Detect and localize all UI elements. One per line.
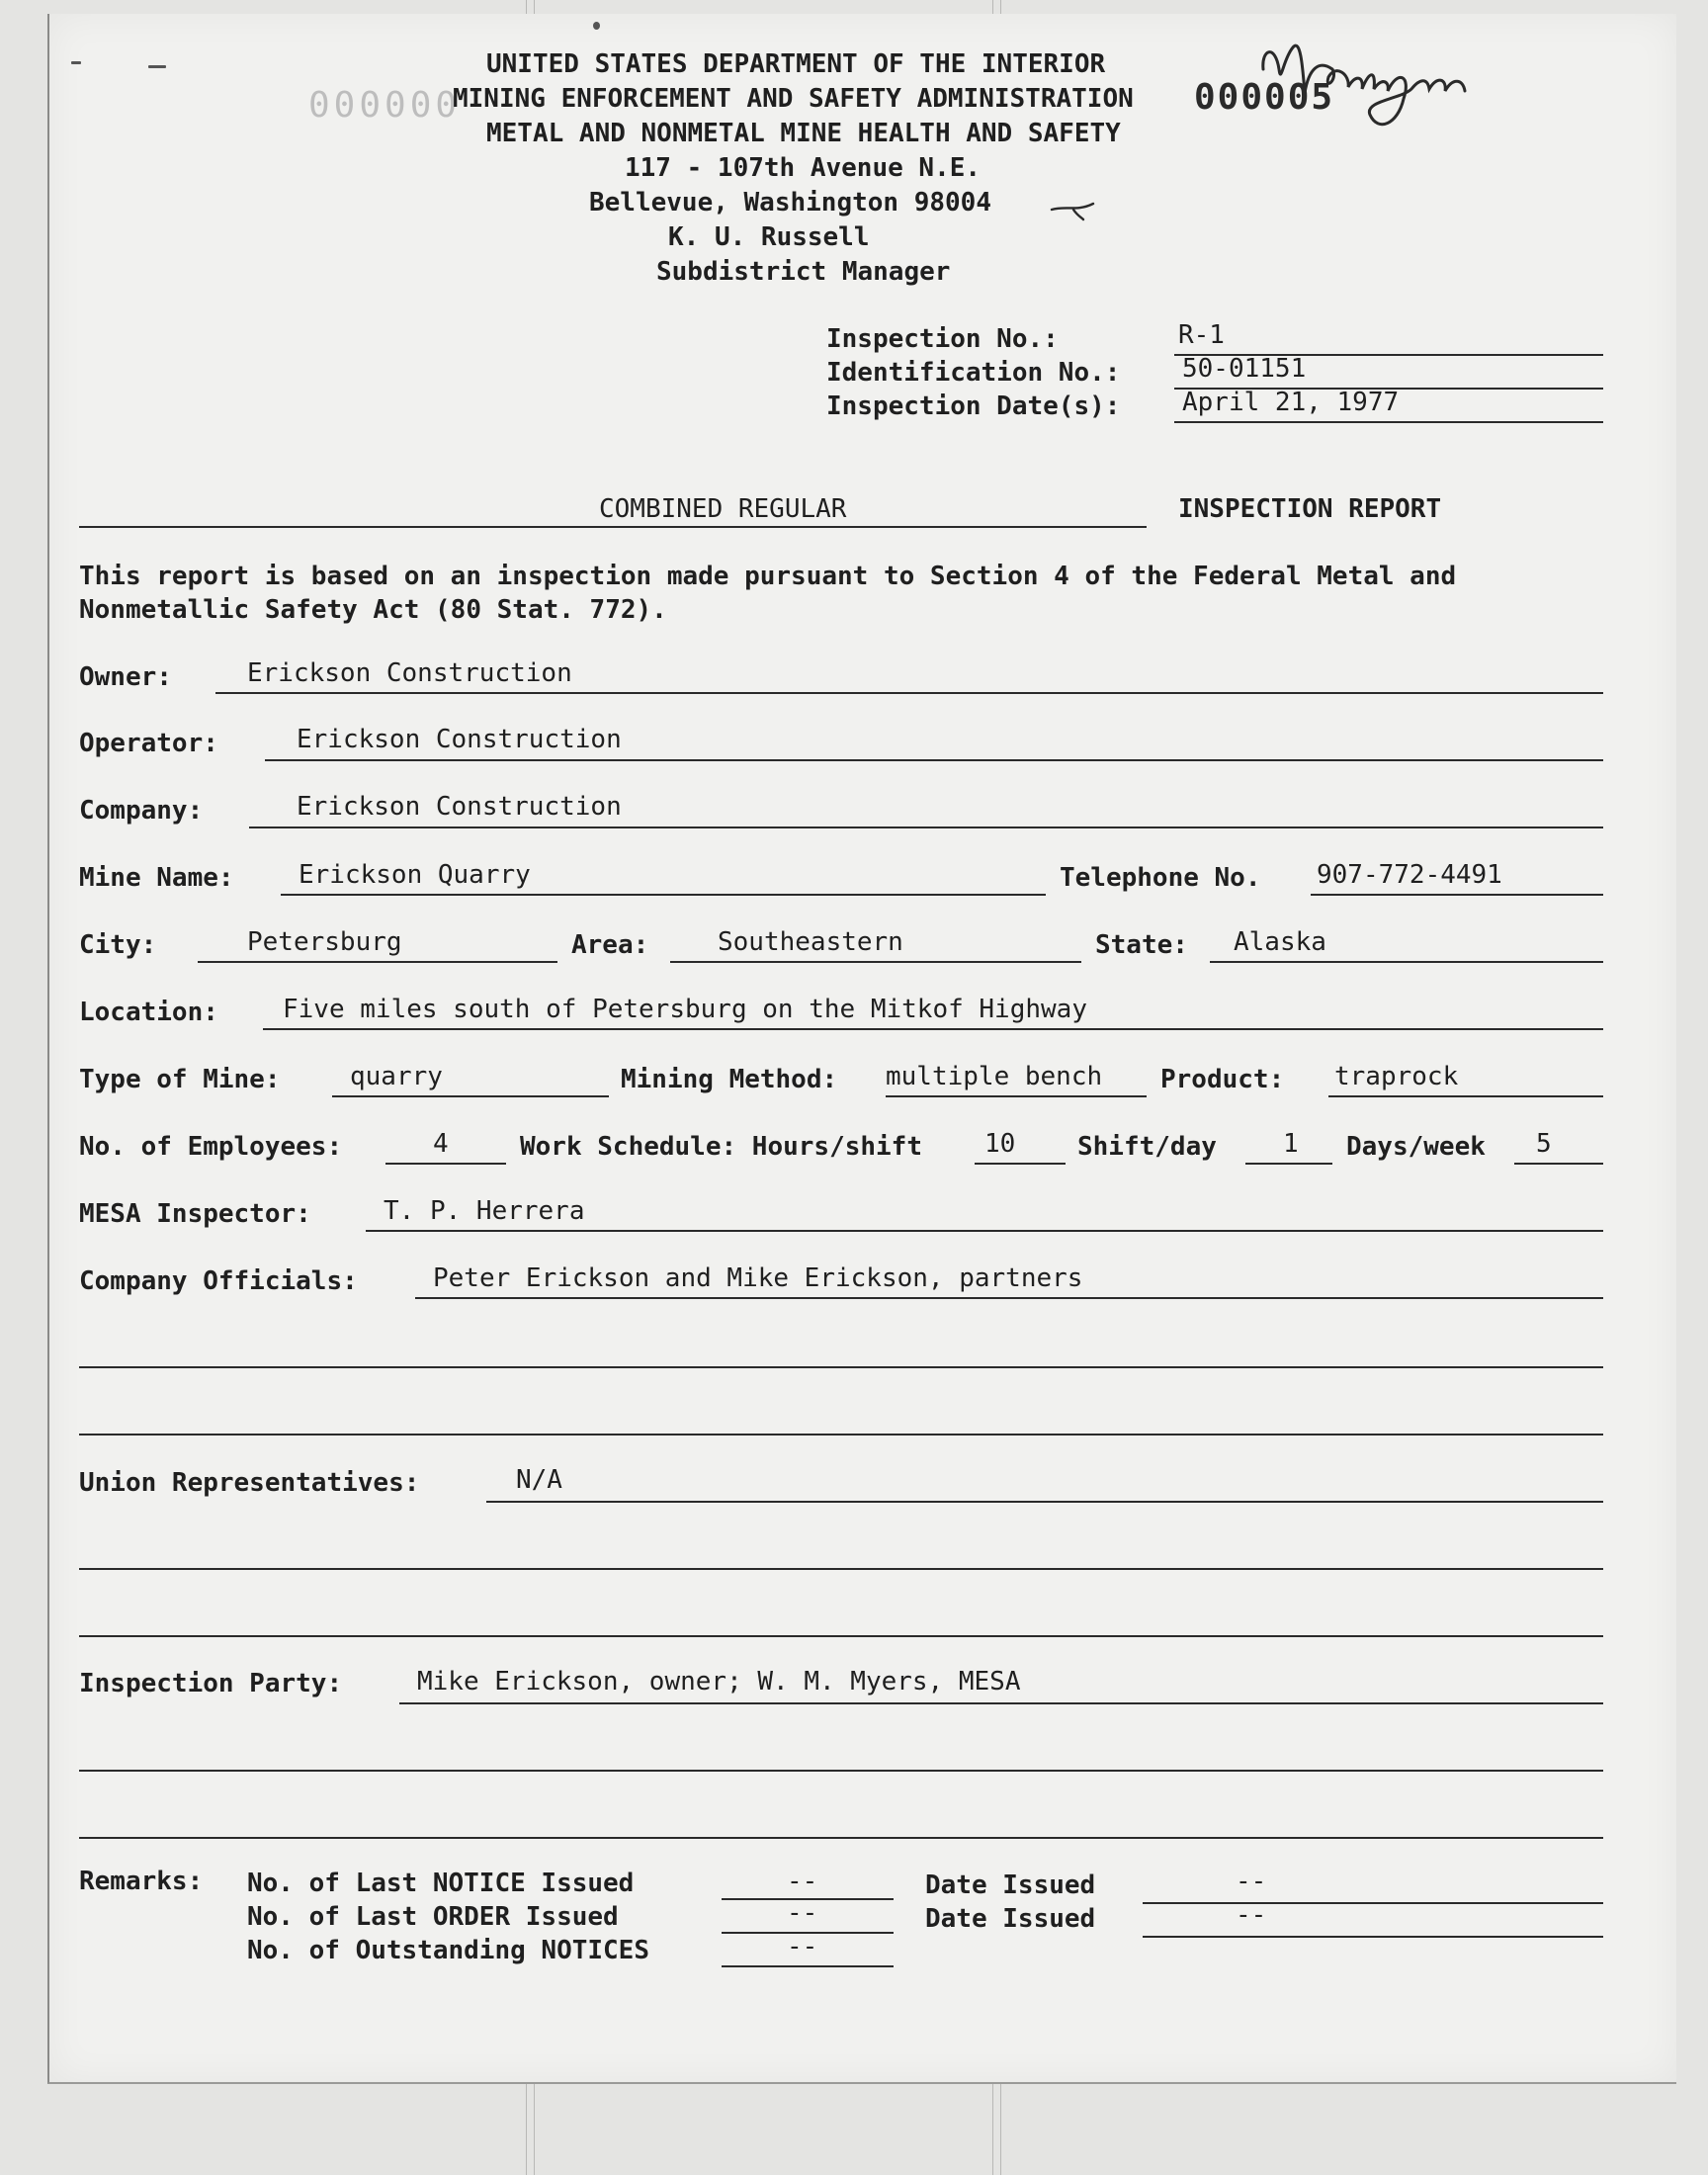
company-line: [249, 826, 1603, 828]
header-city: Bellevue, Washington 98004: [589, 188, 991, 218]
union-value: N/A: [516, 1465, 562, 1495]
shift-per-day-line: [1245, 1163, 1332, 1165]
employees-value: 4: [433, 1129, 449, 1159]
product-line: [1328, 1095, 1603, 1097]
operator-label: Operator:: [79, 729, 218, 758]
scan-speck: [148, 65, 166, 68]
union-line: [486, 1501, 1603, 1503]
inspection-party-line: [399, 1702, 1603, 1704]
last-order-label: No. of Last ORDER Issued: [247, 1902, 619, 1932]
report-intro-line2: Nonmetallic Safety Act (80 Stat. 772).: [79, 595, 667, 625]
city-line: [198, 961, 557, 963]
outstanding-notices-value: --: [787, 1932, 818, 1961]
telephone-line: [1311, 894, 1603, 896]
header-address: 117 - 107th Avenue N.E.: [625, 153, 982, 183]
inspection-party-label: Inspection Party:: [79, 1669, 343, 1698]
officials-line: [415, 1297, 1603, 1299]
mining-method-label: Mining Method:: [621, 1065, 838, 1094]
inspection-no-label: Inspection No.:: [826, 324, 1059, 354]
last-notice-value: --: [787, 1867, 818, 1896]
days-per-week-label: Days/week: [1346, 1132, 1486, 1162]
state-value: Alaska: [1234, 927, 1326, 957]
report-type: COMBINED REGULAR: [599, 494, 847, 524]
hours-per-shift-line: [975, 1163, 1066, 1165]
mining-method-line: [886, 1095, 1147, 1097]
blank-line: [79, 1837, 1603, 1839]
remarks-label: Remarks:: [79, 1867, 204, 1896]
mining-method-value: multiple bench: [886, 1062, 1103, 1091]
identification-no-value: 50-01151: [1182, 354, 1307, 384]
state-label: State:: [1095, 930, 1188, 960]
mine-type-label: Type of Mine:: [79, 1065, 281, 1094]
area-value: Southeastern: [718, 927, 903, 957]
owner-value: Erickson Construction: [247, 658, 572, 688]
report-intro-line1: This report is based on an inspection made pursuant to Section 4 of the Federal Metal and: [79, 562, 1457, 591]
header-administration: MINING ENFORCEMENT AND SAFETY ADMINISTRATION: [453, 84, 1134, 114]
inspection-date-line: [1174, 421, 1603, 423]
date-issued-line-2: [1143, 1936, 1603, 1938]
last-order-value: --: [787, 1898, 818, 1928]
days-per-week-value: 5: [1536, 1129, 1552, 1159]
telephone-label: Telephone No.: [1060, 863, 1261, 893]
inspection-date-label: Inspection Date(s):: [826, 392, 1121, 421]
last-notice-label: No. of Last NOTICE Issued: [247, 1869, 635, 1898]
location-line: [263, 1028, 1603, 1030]
product-label: Product:: [1160, 1065, 1285, 1094]
product-value: traprock: [1334, 1062, 1459, 1091]
date-issued-value-1: --: [1236, 1867, 1267, 1896]
blank-line: [79, 1770, 1603, 1772]
city-label: City:: [79, 930, 157, 960]
owner-line: [215, 692, 1603, 694]
inspection-date-value: April 21, 1977: [1182, 388, 1400, 417]
inspector-label: MESA Inspector:: [79, 1199, 311, 1229]
telephone-value: 907-772-4491: [1317, 860, 1502, 890]
days-per-week-line: [1514, 1163, 1603, 1165]
blank-line: [79, 1366, 1603, 1368]
header-manager-title: Subdistrict Manager: [656, 257, 951, 287]
blank-line: [79, 1568, 1603, 1570]
operator-value: Erickson Construction: [297, 725, 622, 754]
mine-type-line: [332, 1095, 609, 1097]
mine-name-line: [281, 894, 1046, 896]
work-schedule-label: Work Schedule: Hours/shift: [520, 1132, 922, 1162]
date-issued-label-1: Date Issued: [925, 1870, 1096, 1900]
hours-per-shift-value: 10: [984, 1129, 1016, 1159]
outstanding-notices-label: No. of Outstanding NOTICES: [247, 1936, 649, 1965]
report-type-line: [79, 526, 1147, 528]
state-line: [1210, 961, 1603, 963]
handwritten-mark: [1048, 196, 1097, 223]
mine-type-value: quarry: [350, 1062, 443, 1091]
area-line: [670, 961, 1081, 963]
company-value: Erickson Construction: [297, 792, 622, 822]
date-issued-line-1: [1143, 1902, 1603, 1904]
header-agency: UNITED STATES DEPARTMENT OF THE INTERIOR: [486, 49, 1106, 79]
owner-label: Owner:: [79, 662, 172, 692]
employees-line: [385, 1163, 506, 1165]
employees-label: No. of Employees:: [79, 1132, 343, 1162]
shift-per-day-value: 1: [1283, 1129, 1299, 1159]
header-manager-name: K. U. Russell: [668, 222, 870, 252]
officials-label: Company Officials:: [79, 1266, 358, 1296]
faded-serial-stamp: 000000: [308, 85, 462, 126]
union-label: Union Representatives:: [79, 1468, 420, 1498]
mine-name-value: Erickson Quarry: [299, 860, 531, 890]
scan-speck: [71, 61, 81, 64]
officials-value: Peter Erickson and Mike Erickson, partners: [433, 1263, 1083, 1293]
mine-name-label: Mine Name:: [79, 863, 234, 893]
company-label: Company:: [79, 796, 204, 826]
serial-stamp: 000005: [1194, 77, 1335, 118]
identification-no-label: Identification No.:: [826, 358, 1121, 388]
date-issued-label-2: Date Issued: [925, 1904, 1096, 1934]
location-value: Five miles south of Petersburg on the Mitkof Highway: [283, 995, 1087, 1024]
blank-line: [79, 1434, 1603, 1436]
inspection-party-value: Mike Erickson, owner; W. M. Myers, MESA: [417, 1667, 1021, 1696]
location-label: Location:: [79, 998, 218, 1027]
report-title: INSPECTION REPORT: [1178, 494, 1442, 524]
city-value: Petersburg: [247, 927, 402, 957]
header-division: METAL AND NONMETAL MINE HEALTH AND SAFETY: [486, 119, 1121, 148]
inspection-no-value: R-1: [1178, 320, 1225, 350]
inspector-line: [366, 1230, 1603, 1232]
operator-line: [265, 759, 1603, 761]
inspector-value: T. P. Herrera: [384, 1196, 585, 1226]
area-label: Area:: [571, 930, 649, 960]
handwritten-signature: [1253, 30, 1510, 148]
scan-speck: [593, 22, 600, 30]
date-issued-value-2: --: [1236, 1900, 1267, 1930]
blank-line: [79, 1635, 1603, 1637]
shift-per-day-label: Shift/day: [1077, 1132, 1217, 1162]
outstanding-notices-line: [722, 1965, 894, 1967]
